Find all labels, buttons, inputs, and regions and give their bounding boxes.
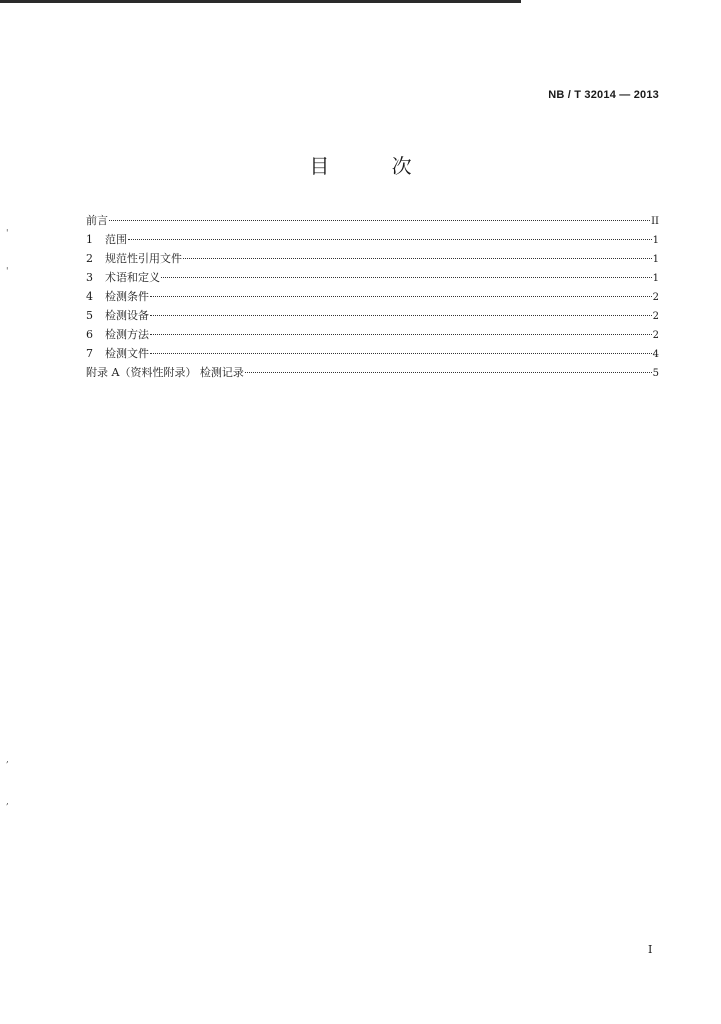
toc-leader-dots xyxy=(161,277,652,278)
scan-speck: ' xyxy=(6,229,9,239)
toc-leader-dots xyxy=(245,372,652,373)
page-number: I xyxy=(648,943,653,956)
toc-entry-test-conditions[interactable] xyxy=(86,287,659,306)
scan-speck: , xyxy=(6,797,9,807)
toc-leader-dots xyxy=(150,334,652,335)
toc-entry-label: 术语和定义 xyxy=(105,271,160,284)
toc-entry-page: 1 xyxy=(652,235,659,246)
toc-entry-page: 2 xyxy=(652,292,659,303)
toc-leader-dots xyxy=(109,220,650,221)
toc-entry-page: 1 xyxy=(652,273,659,284)
toc-leader-dots xyxy=(128,239,652,240)
toc-leader-dots xyxy=(183,258,652,259)
toc-entry-appendix-a[interactable] xyxy=(86,363,659,382)
toc-entry-number: 4 xyxy=(86,290,93,303)
toc-entry-test-documents[interactable] xyxy=(86,344,659,363)
toc-entry-label: 范围 xyxy=(105,233,127,246)
toc-entry-page: 1 xyxy=(652,254,659,265)
toc-entry-page: 2 xyxy=(652,330,659,341)
toc-entry-page: 2 xyxy=(652,311,659,322)
toc-entry-label: 检测文件 xyxy=(105,347,149,360)
toc-entry-label: 检测方法 xyxy=(105,328,149,341)
toc-entry-number: 5 xyxy=(86,309,93,322)
toc-entry-scope[interactable] xyxy=(86,230,659,249)
top-scan-border xyxy=(0,0,521,3)
toc-entry-terms-definitions[interactable] xyxy=(86,268,659,287)
toc-entry-label: 规范性引用文件 xyxy=(105,252,182,265)
toc-entry-page: II xyxy=(651,216,659,227)
table-of-contents xyxy=(86,211,659,382)
standard-code: NB / T 32014 — 2013 xyxy=(548,89,659,101)
toc-entry-page: 5 xyxy=(652,368,659,379)
toc-entry-test-methods[interactable] xyxy=(86,325,659,344)
toc-entry-test-equipment[interactable] xyxy=(86,306,659,325)
toc-entry-number: 3 xyxy=(86,271,93,284)
toc-leader-dots xyxy=(150,315,652,316)
page-title: 目 次 xyxy=(309,154,440,178)
toc-entry-label: 附录 A（资料性附录） 检测记录 xyxy=(86,366,244,379)
toc-entry-label: 前言 xyxy=(86,214,108,227)
toc-entry-number: 1 xyxy=(86,233,93,246)
toc-leader-dots xyxy=(150,353,652,354)
toc-entry-label: 检测设备 xyxy=(105,309,149,322)
scan-speck: ' xyxy=(6,267,9,277)
toc-entry-number: 7 xyxy=(86,347,93,360)
toc-entry-number: 6 xyxy=(86,328,93,341)
toc-entry-label: 检测条件 xyxy=(105,290,149,303)
toc-entry-page: 4 xyxy=(652,349,659,360)
toc-entry-foreword[interactable] xyxy=(86,211,659,230)
toc-entry-normative-references[interactable] xyxy=(86,249,659,268)
scan-speck: , xyxy=(6,755,9,765)
toc-leader-dots xyxy=(150,296,652,297)
toc-entry-number: 2 xyxy=(86,252,93,265)
